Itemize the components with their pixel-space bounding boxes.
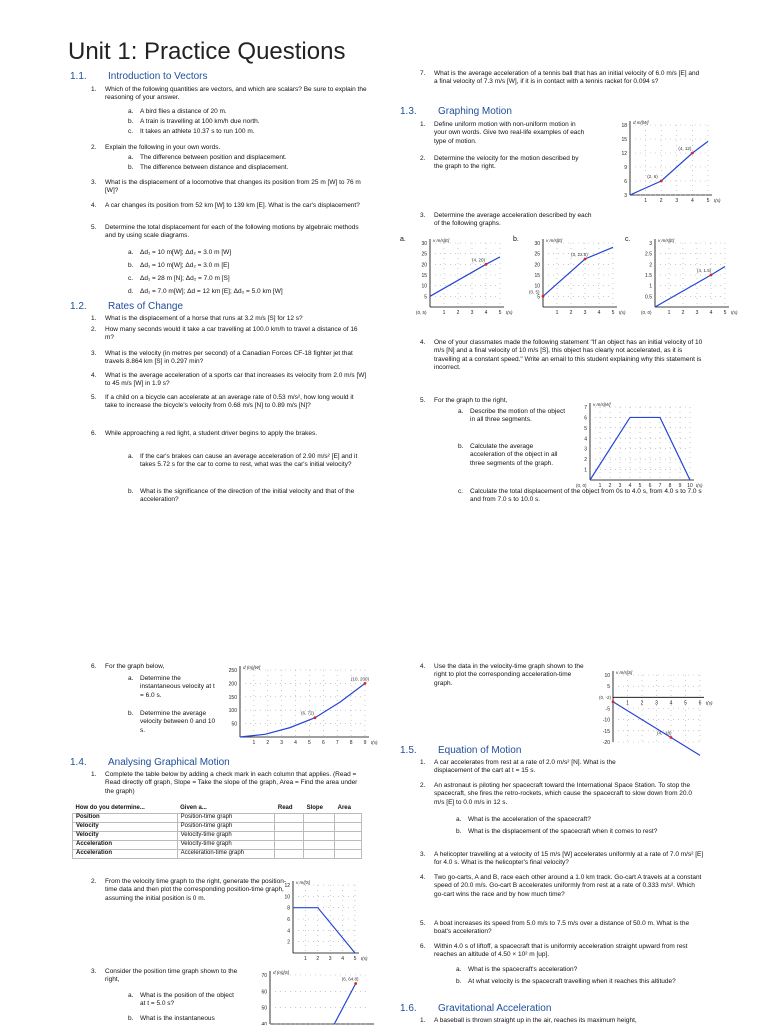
data-point xyxy=(670,736,673,739)
origin-label: (0, 0) xyxy=(641,310,652,315)
table-header: Slope xyxy=(306,805,323,812)
section-number: 1.2. xyxy=(70,301,87,312)
question: 5. A boat increases its speed from 5.0 m/s to 7.5 m/s over a distance of 50.0 m. What is the boat's acceleration? xyxy=(420,920,690,936)
x-tick-label: 2 xyxy=(569,310,573,316)
sub-question: b. What is the instantaneous xyxy=(128,1015,215,1022)
y-axis-label: v m/s[E] xyxy=(546,238,563,243)
sub-question: c. Δd₁ = 28 m [N]; Δd₂ = 7.0 m [S] xyxy=(128,275,230,282)
table-cell: Velocity-time graph xyxy=(177,832,275,841)
data-point xyxy=(314,716,317,719)
x-tick-label: 3 xyxy=(618,483,622,489)
x-tick-label: 3 xyxy=(280,740,284,746)
x-tick-label: 3 xyxy=(675,198,679,204)
y-tick-label: 250 xyxy=(228,668,237,674)
data-label: (0, 5) xyxy=(529,289,540,295)
x-axis-label: t(s) xyxy=(371,740,378,745)
y-tick-label: 50 xyxy=(231,721,237,728)
question: 4. Use the data in the velocity-time graph shown to the right to plot the corresponding acceleration-time graph. xyxy=(420,663,584,687)
y-tick-label: 6 xyxy=(624,179,627,185)
y-tick-label: 10 xyxy=(284,894,290,901)
table-cell: Position xyxy=(73,814,178,823)
sub-question: b. Δd₁ = 10 m[W]; Δd₂ = 3.0 m [E] xyxy=(128,262,230,269)
y-tick-label: 8 xyxy=(287,905,290,912)
y-tick-label: 5 xyxy=(537,294,540,301)
sub-question: d. Δd₁ = 7.0 m[W]; Δd = 12 km [E]; Δd₃ = 5.0 km [W] xyxy=(128,288,283,295)
x-axis-label: t(s) xyxy=(506,310,513,315)
x-tick-label: 1 xyxy=(555,310,559,316)
page-title: Unit 1: Practice Questions xyxy=(68,38,346,65)
y-axis-label: v m/s[S] xyxy=(616,670,633,675)
question: 1. Complete the table below by adding a check mark in each column that applies. (Read = Read directly off graph, Slope = Take the slope of the graph, Area = Find the area under the graph) xyxy=(91,771,358,795)
x-axis-label: t(s) xyxy=(696,483,703,488)
x-tick-label: 6 xyxy=(321,740,325,746)
question: 5. Determine the total displacement for each of the following motions by algebraic methods and by using scale diagrams. xyxy=(91,224,359,240)
table-cell: Acceleration xyxy=(73,850,178,859)
sub-question: a. What is the position of the object at t = 5.0 s? xyxy=(128,992,234,1008)
x-tick-label: 1 xyxy=(598,483,602,489)
x-tick-label: 5 xyxy=(706,198,710,204)
question: 2. How many seconds would it take a car travelling at 100.0 km/h to travel a distance of 16 m? xyxy=(91,326,358,342)
question: 2. From the velocity time graph to the right, generate the position-time data and then plot the corresponding position-time graph, assuming the initial position is 0 m. xyxy=(91,878,287,902)
y-tick-label: 7 xyxy=(584,405,587,411)
sub-question: c. It takes an athlete 10.37 s to run 100 m. xyxy=(128,128,255,135)
data-label: (4, 20) xyxy=(472,257,486,263)
data-point xyxy=(710,274,713,277)
y-tick-label: 12 xyxy=(621,151,627,157)
question: 3. Consider the position time graph shown to the right, xyxy=(91,968,238,984)
x-tick-label: 3 xyxy=(470,310,474,316)
y-tick-label: 3 xyxy=(584,446,587,453)
x-tick-label: 5 xyxy=(498,310,502,316)
x-tick-label: 4 xyxy=(484,310,488,316)
data-point xyxy=(584,258,587,261)
chart-g13_3a xyxy=(416,238,513,316)
question: 6. While approaching a red light, a student driver begins to apply the brakes. xyxy=(91,430,318,437)
y-tick-label: 15 xyxy=(421,273,427,279)
y-tick-label: 1.5 xyxy=(645,273,652,279)
y-tick-label: 4 xyxy=(584,436,587,443)
y-tick-label: 20 xyxy=(421,262,427,269)
data-point xyxy=(660,180,663,183)
question: 4. What is the average acceleration of a sports car that increases its velocity from 2.0 m/s [W] to 45 m/s [W] in 1.9 s? xyxy=(91,372,367,388)
table-header: Given a... xyxy=(180,805,207,812)
x-axis-label: t(s) xyxy=(731,310,738,315)
graph-label-c: c. xyxy=(625,236,631,243)
y-tick-label: 12 xyxy=(284,883,290,889)
x-tick-label: 8 xyxy=(349,740,353,746)
question: 1. Which of the following quantities are vectors, and which are scalars? Be sure to explain the reasoning of your answer. xyxy=(91,86,367,102)
x-axis-label: t(s) xyxy=(361,956,368,961)
x-tick-label: 5 xyxy=(723,310,727,316)
y-tick-label: 100 xyxy=(228,708,237,715)
x-tick-label: 1 xyxy=(626,700,629,707)
question: 3. What is the displacement of a locomotive that changes its position from 25 m [W] to 76 m [W]? xyxy=(91,179,361,195)
sub-question: c. Calculate the total displacement of the object from 0s to 4.0 s, from 4.0 s to 7.0 s and from 7.0 s to 10.0 s. xyxy=(458,488,702,504)
y-axis-label: d m/[W] xyxy=(633,120,649,125)
table-header: Area xyxy=(337,805,351,812)
data-label: (0, -2) xyxy=(599,694,612,700)
sub-question: b. What is the displacement of the spacecraft when it comes to rest? xyxy=(456,828,658,835)
y-tick-label: 30 xyxy=(421,241,427,247)
question: 3. Determine the average acceleration described by each of the following graphs. xyxy=(420,212,592,228)
y-tick-label: -15 xyxy=(602,728,610,735)
y-axis-label: v m/s[E] xyxy=(433,238,450,243)
series-line xyxy=(334,983,355,1024)
y-axis-label: d (m)[S] xyxy=(273,970,290,975)
x-tick-label: 4 xyxy=(628,483,632,489)
question: 6. For the graph below, xyxy=(91,663,165,670)
y-tick-label: 1 xyxy=(584,467,587,474)
data-label: (6, 72) xyxy=(301,710,315,716)
sub-question: b. At what velocity is the spacecraft travelling when it reaches this altitude? xyxy=(456,978,676,985)
y-tick-label: 10 xyxy=(604,673,610,679)
origin-label: (0, 5) xyxy=(416,310,427,315)
table-cell: Acceleration xyxy=(73,841,178,850)
x-axis-label: t(s) xyxy=(714,198,721,203)
y-tick-label: 60 xyxy=(261,989,267,996)
question: 1. A car accelerates from rest at a rate of 2.0 m/s² [N]. What is the displacement of the cart at t = 15 s. xyxy=(420,759,616,775)
y-tick-label: 4 xyxy=(287,928,290,935)
question: 7. What is the average acceleration of a tennis ball that has an initial velocity of 6.0 m/s [E] and a final velocity of 7.3 m/s [W], if it is in contact with a tennis racket for 0.094 s? xyxy=(420,70,700,86)
x-tick-label: 9 xyxy=(363,740,367,746)
y-tick-label: 0.5 xyxy=(645,294,652,301)
sub-question: b. Calculate the average acceleration of the object in all three segments of the graph. xyxy=(458,443,558,467)
sub-question: a. What is the spacecraft's acceleration? xyxy=(456,966,578,973)
question: 6. Within 4.0 s of liftoff, a spacecraft that is uniformly acceleration straight upward from rest reaches an altitude of 4.50 × 10² m [up]. xyxy=(420,943,688,959)
table-header: How do you determine... xyxy=(75,805,145,812)
x-tick-label: 4 xyxy=(597,310,601,316)
y-tick-label: 20 xyxy=(534,262,540,269)
x-tick-label: 7 xyxy=(335,740,339,746)
sub-question: b. Determine the average velocity between 0 and 10 s. xyxy=(128,710,216,734)
x-axis-label: t(s) xyxy=(619,310,626,315)
x-tick-label: 7 xyxy=(658,483,662,489)
y-tick-label: 70 xyxy=(261,973,267,979)
chart-g14_3 xyxy=(261,970,383,1025)
sub-question: b. What is the significance of the direction of the initial velocity and that of the acceleration? xyxy=(128,488,355,504)
data-label: (4, 1.5) xyxy=(697,268,712,273)
section-title: Analysing Graphical Motion xyxy=(108,757,230,768)
y-tick-label: 5 xyxy=(584,425,587,432)
chart-g13_3b xyxy=(529,238,626,316)
x-tick-label: 2 xyxy=(659,198,663,204)
x-tick-label: 4 xyxy=(341,956,344,962)
x-tick-label: 10 xyxy=(687,483,693,489)
x-tick-label: 5 xyxy=(684,700,687,707)
sub-question: a. A bird flies a distance of 20 m. xyxy=(128,108,227,115)
y-tick-label: 25 xyxy=(421,251,427,258)
x-tick-label: 3 xyxy=(655,700,658,707)
y-tick-label: -5 xyxy=(605,706,610,713)
question: 4. Two go-carts, A and B, race each other around a 1.0 km track. Go-cart A travels at a constant speed of 20.0 m/s. Go-cart B accelerates uniformly from rest at a rate of 0.333 m/s². Which go-cart wins the race and by how much time? xyxy=(420,874,702,898)
x-tick-label: 2 xyxy=(316,956,320,962)
series-line xyxy=(613,702,700,756)
sub-question: b. The difference between distance and displacement. xyxy=(128,164,289,171)
x-tick-label: 2 xyxy=(266,740,270,746)
chart-g13_3c xyxy=(641,238,738,316)
question: 4. One of your classmates made the following statement "If an object has an initial velocity of 10 m/s [N] and a final velocity of 10 m/s [S], this object has clearly not accelerated, as it is travelling at a constant speed." Write an email to this student explaining why this statement is incorrect. xyxy=(420,339,703,372)
x-tick-label: 8 xyxy=(668,483,672,489)
x-tick-label: 5 xyxy=(353,956,357,962)
data-label: (6, 64.8) xyxy=(341,976,359,982)
y-tick-label: 2 xyxy=(584,457,587,464)
data-label: (10, 200) xyxy=(351,676,370,682)
data-point xyxy=(354,982,357,985)
y-tick-label: 2 xyxy=(649,262,652,269)
x-tick-label: 6 xyxy=(648,483,652,489)
x-tick-label: 3 xyxy=(583,310,587,316)
series-line xyxy=(630,141,708,195)
y-tick-label: 5 xyxy=(424,294,427,301)
data-label: (4, 12) xyxy=(678,146,692,151)
section-title: Equation of Motion xyxy=(438,745,522,756)
question: 3. A helicopter travelling at a velocity of 15 m/s [W] accelerates uniformly at a rate of 7.0 m/s² [E] for 4.0 s. What is the helicopter's final velocity? xyxy=(420,851,704,867)
y-axis-label: v m/[S] xyxy=(296,880,311,885)
section-number: 1.5. xyxy=(400,745,417,756)
table-cell: Velocity-time graph xyxy=(177,841,275,850)
data-point xyxy=(485,263,488,266)
x-tick-label: 2 xyxy=(608,483,612,489)
question: 1. Define uniform motion with non-uniform motion in your own words. Give two real-life examples of each type of motion. xyxy=(420,121,585,145)
y-tick-label: 200 xyxy=(228,681,237,688)
section-title: Introduction to Vectors xyxy=(108,71,208,82)
question: 5. For the graph to the right, xyxy=(420,397,508,404)
y-tick-label: 15 xyxy=(534,273,540,279)
y-tick-label: 18 xyxy=(621,123,627,129)
y-tick-label: 10 xyxy=(421,283,427,290)
series-line xyxy=(655,266,725,307)
graph-label-b: b. xyxy=(513,236,519,243)
x-tick-label: 5 xyxy=(638,483,642,489)
data-label: (2, 6) xyxy=(647,174,658,179)
x-tick-label: 4 xyxy=(669,700,673,707)
question: 1. A baseball is thrown straight up in the air, reaches its maximum height, xyxy=(420,1017,637,1024)
x-tick-label: 3 xyxy=(695,310,699,316)
chart-g13_5 xyxy=(576,402,703,489)
table-header: Read xyxy=(277,805,293,812)
x-tick-label: 1 xyxy=(442,310,446,316)
x-tick-label: 2 xyxy=(456,310,460,316)
data-label: (4, -18) xyxy=(657,730,672,736)
question: 2. Explain the following in your own words. xyxy=(91,144,221,151)
data-point xyxy=(612,700,615,703)
y-tick-label: 2.5 xyxy=(645,251,652,258)
y-tick-label: 9 xyxy=(624,165,627,171)
question: 4. A car changes its position from 52 km [W] to 139 km [E]. What is the car's displacement? xyxy=(91,202,360,209)
y-tick-label: 30 xyxy=(534,241,540,247)
sub-question: a. Determine the instantaneous velocity at t = 6.0 s. xyxy=(128,675,215,699)
x-tick-label: 1 xyxy=(667,310,671,316)
y-axis-label: v m/s[E] xyxy=(658,238,675,243)
table-cell: Velocity xyxy=(73,823,178,832)
x-tick-label: 1 xyxy=(252,740,256,746)
x-tick-label: 6 xyxy=(698,700,702,707)
x-tick-label: 9 xyxy=(678,483,682,489)
sub-question: a. What is the acceleration of the spacecraft? xyxy=(456,816,591,823)
y-tick-label: 40 xyxy=(261,1022,267,1025)
x-tick-label: 4 xyxy=(294,740,297,746)
data-point xyxy=(364,682,367,685)
question: 3. What is the velocity (in metres per second) of a Canadian Forces CF-18 fighter jet that travels 8.864 km [S] in 0.297 min? xyxy=(91,350,353,366)
table-cell: Acceleration-time graph xyxy=(177,850,275,859)
section-number: 1.4. xyxy=(70,757,87,768)
x-tick-label: 5 xyxy=(308,740,311,746)
x-tick-label: 1 xyxy=(304,956,307,962)
table-cell: Position-time graph xyxy=(177,814,275,823)
origin-label: (0, 0) xyxy=(576,483,587,488)
y-axis-label: d (m)[W] xyxy=(243,665,261,670)
x-tick-label: 4 xyxy=(709,310,713,316)
y-axis-label: v m/s[W] xyxy=(593,402,611,407)
series-line xyxy=(430,257,500,296)
y-tick-label: -20 xyxy=(602,740,610,746)
y-tick-label: 3 xyxy=(624,193,627,199)
data-point xyxy=(542,295,545,298)
y-tick-label: 1 xyxy=(649,283,652,290)
chart-g13_2 xyxy=(621,120,721,204)
chart-g14_2 xyxy=(284,880,368,962)
y-tick-label: -10 xyxy=(602,717,610,724)
y-tick-label: 6 xyxy=(584,415,587,422)
question: 2. An astronaut is piloting her spacecraft toward the International Space Station. To stop the spacecraft, she fires the retro-rockets, which cause the spacecraft to slow down from 20.0 m/s [E] to 0.0 m/s in 12 s. xyxy=(420,782,692,806)
sub-question: a. If the car's brakes can cause an average acceleration of 2.90 m/s² [E] and it takes 5.72 s for the car to come to rest, what was the car's initial velocity? xyxy=(128,453,358,469)
x-tick-label: 2 xyxy=(681,310,685,316)
x-tick-label: 4 xyxy=(691,198,694,204)
data-label: (3, 22.5) xyxy=(571,252,588,257)
section-number: 1.1. xyxy=(70,71,87,82)
y-tick-label: 50 xyxy=(261,1005,267,1012)
graph-label-a: a. xyxy=(400,236,406,243)
y-tick-label: 25 xyxy=(534,251,540,258)
y-tick-label: 150 xyxy=(228,694,237,701)
section-title: Graphing Motion xyxy=(438,106,512,117)
sub-question: a. The difference between position and displacement. xyxy=(128,154,287,161)
x-tick-label: 2 xyxy=(640,700,644,707)
y-tick-label: 5 xyxy=(607,684,610,691)
y-tick-label: 10 xyxy=(534,283,540,290)
table-cell: Velocity xyxy=(73,832,178,841)
section-title: Rates of Change xyxy=(108,301,184,312)
question: 5. If a child on a bicycle can accelerate at an average rate of 0.53 m/s², how long would it take to increase the bicycle's velocity from 0.68 m/s [N] to 0.89 m/s [N]? xyxy=(91,394,354,410)
section-number: 1.3. xyxy=(400,106,417,117)
sub-question: a. Δd₁ = 10 m[W]; Δd₂ = 3.0 m [W] xyxy=(128,249,232,256)
table-cell: Position-time graph xyxy=(177,823,275,832)
y-tick-label: 3 xyxy=(649,241,652,247)
sub-question: b. A train is travelling at 100 km/h due north. xyxy=(128,118,260,125)
y-tick-label: 15 xyxy=(621,137,627,143)
section-number: 1.6. xyxy=(400,1003,417,1014)
data-point xyxy=(691,152,694,155)
y-tick-label: 2 xyxy=(287,939,290,946)
y-tick-label: 6 xyxy=(287,917,290,923)
chart-g_q6 xyxy=(229,665,378,746)
x-axis-label: t(s) xyxy=(706,700,713,706)
x-tick-label: 3 xyxy=(328,956,332,962)
sub-question: a. Describe the motion of the object in all three segments. xyxy=(458,408,566,424)
x-tick-label: 1 xyxy=(644,198,647,204)
question: 2. Determine the velocity for the motion described by the graph to the right. xyxy=(420,155,579,171)
chart-g_r4 xyxy=(599,670,713,755)
question: 1. What is the displacement of a horse that runs at 3.2 m/s [S] for 12 s? xyxy=(91,315,303,322)
x-tick-label: 5 xyxy=(611,310,615,316)
section-title: Gravitational Acceleration xyxy=(438,1003,552,1014)
